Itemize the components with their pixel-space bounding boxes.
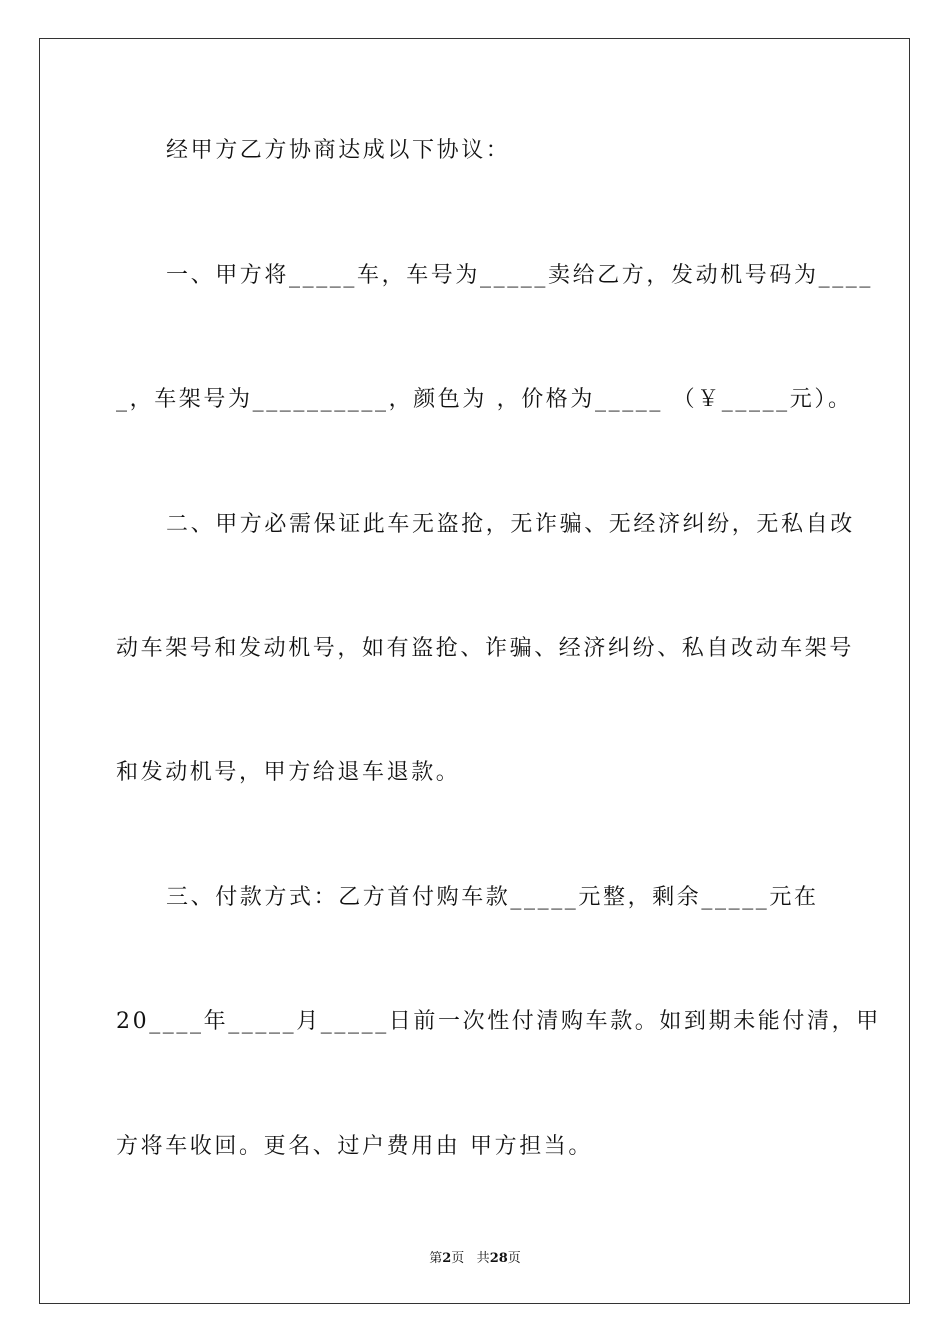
agreement-intro-line: 经甲方乙方协商达成以下协议： bbox=[166, 138, 511, 163]
page-prefix: 第 bbox=[429, 1251, 443, 1266]
clause-3-line-3: 方将车收回。更名、过户费用由 甲方担当。 bbox=[116, 1134, 593, 1159]
clause-3-line-2: 20____年_____月_____日前一次性付清购车款。如到期未能付清，甲 bbox=[116, 1009, 881, 1034]
clause-2-line-1: 二、甲方必需保证此车无盗抢，无诈骗、无经济纠纷，无私自改 bbox=[166, 512, 855, 537]
page-total: 28 bbox=[489, 1251, 508, 1266]
page-footer bbox=[0, 1247, 950, 1266]
document-page bbox=[39, 38, 910, 1304]
total-prefix: 共 bbox=[476, 1251, 490, 1266]
clause-2-line-3: 和发动机号，甲方给退车退款。 bbox=[116, 760, 461, 785]
clause-1-line-2: _，车架号为__________，颜色为 ，价格为_____ （￥_____元）。 bbox=[116, 387, 853, 412]
page-current: 2 bbox=[442, 1251, 452, 1266]
clause-3-line-1: 三、付款方式：乙方首付购车款_____元整，剩余_____元在 bbox=[166, 885, 819, 910]
clause-2-line-2: 动车架号和发动机号，如有盗抢、诈骗、经济纠纷、私自改动车架号 bbox=[116, 636, 855, 661]
page-suffix: 页 bbox=[451, 1251, 465, 1266]
clause-1-line-1: 一、甲方将_____车，车号为_____卖给乙方，发动机号码为____ bbox=[166, 263, 874, 288]
total-suffix: 页 bbox=[507, 1251, 521, 1266]
